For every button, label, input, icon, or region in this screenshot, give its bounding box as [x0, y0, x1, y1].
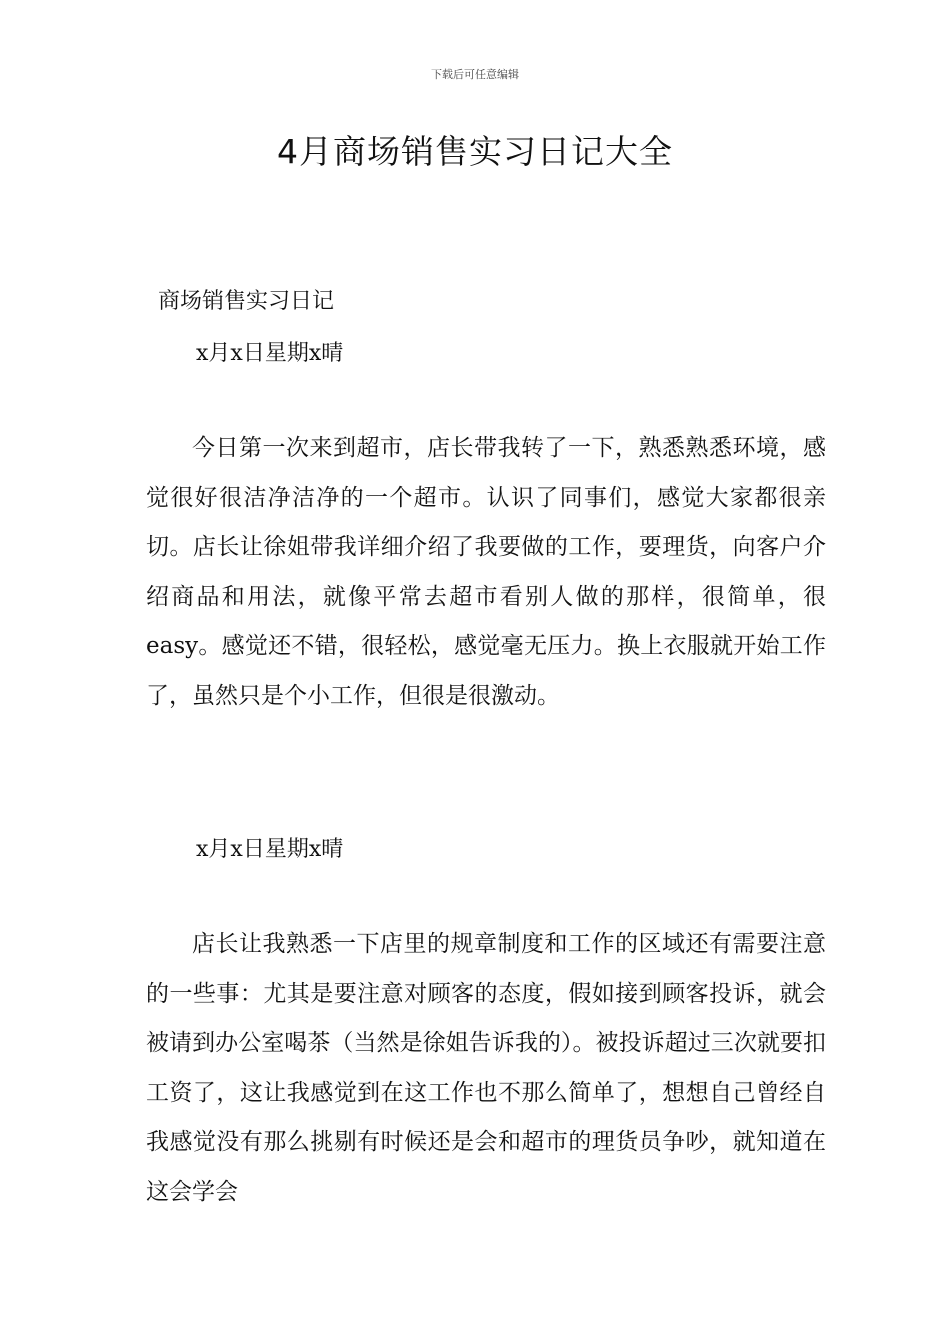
page-title: 4月商场销售实习日记大全: [277, 132, 673, 171]
entry-date: x月x日星期x晴: [196, 341, 344, 366]
entry-paragraph: 店长让我熟悉一下店里的规章制度和工作的区域还有需要注意的一些事：尤其是要注意对顾客的态度，假如接到顾客投诉，就会被请到办公室喝茶（当然是徐姐告诉我的）。被投诉超过三次就要扣工资了，这让我感觉到在这工作也不那么简单了，想想自己曾经自我感觉没有那么挑剔有时候还是会和超市的理货员争吵，就知道在这会学会: [146, 931, 826, 1205]
entry-paragraph: 今日第一次来到超市，店长带我转了一下，熟悉熟悉环境，感觉很好很洁净洁净的一个超市。认识了同事们，感觉大家都很亲切。店长让徐姐带我详细介绍了我要做的工作，要理货，向客户介绍商品和用法，就像平常去超市看别人做的那样，很简单，很easy。感觉还不错，很轻松，感觉毫无压力。换上衣服就开始工作了，虽然只是个小工作，但很是很激动。: [146, 435, 826, 709]
document-subtitle: 商场销售实习日记: [158, 289, 335, 314]
header-note: 下载后可任意编辑: [431, 68, 519, 81]
entry-date: x月x日星期x晴: [196, 837, 344, 862]
